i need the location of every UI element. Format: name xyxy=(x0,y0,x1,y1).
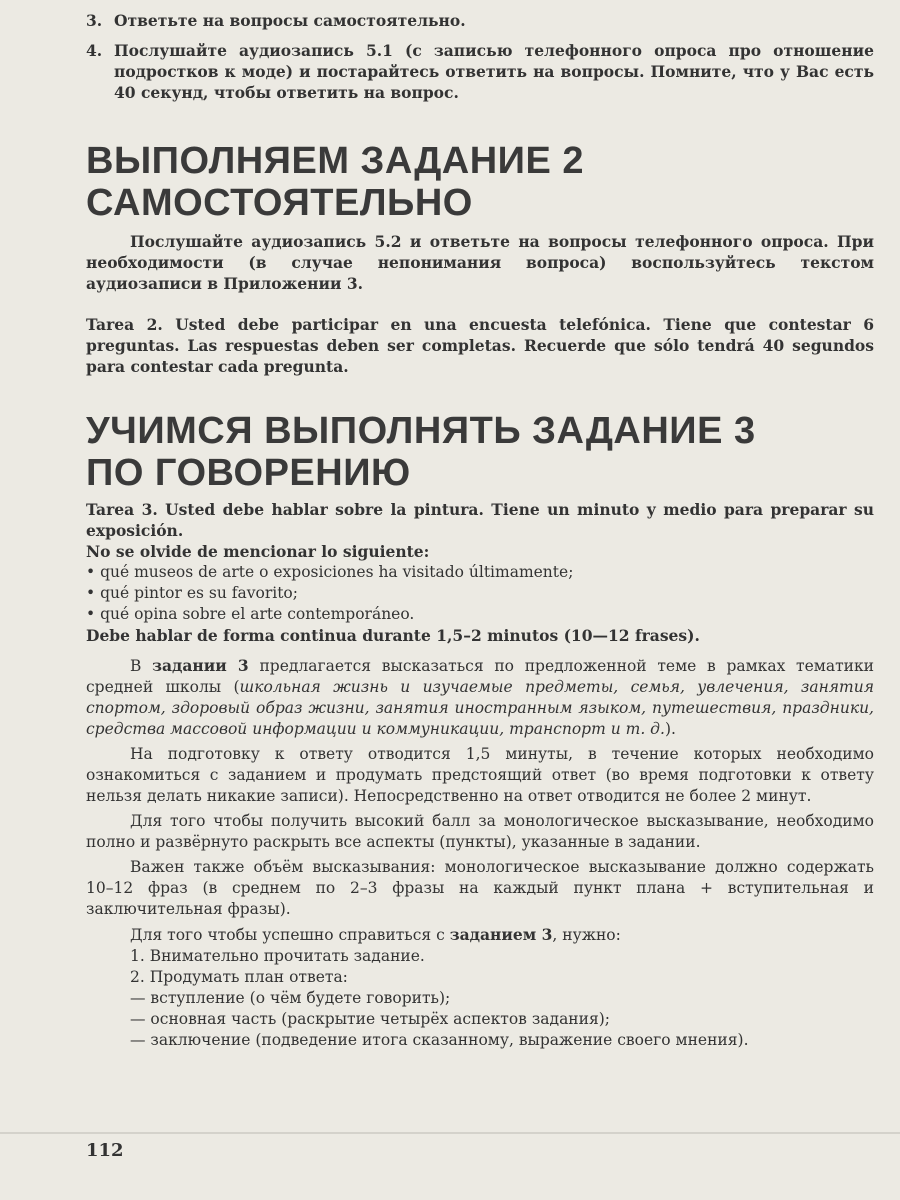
bullet-text: qué pintor es su favorito; xyxy=(100,584,298,602)
paragraph: Важен также объём высказывания: монологическое высказывание должно содержать 10–12 фраз (в среднем по 2–3 фразы на каждый пункт плана + вступительная и заключительная фразы). xyxy=(86,858,874,918)
heading-line: ПО ГОВОРЕНИЮ xyxy=(86,452,411,494)
list-item xyxy=(86,40,874,103)
paragraph xyxy=(86,655,874,740)
bullet-text: qué museos de arte o exposiciones ha visitado últimamente; xyxy=(100,563,574,581)
page-edge-divider xyxy=(0,1132,900,1134)
item-text: Ответьте на вопросы самостоятельно. xyxy=(114,11,466,30)
paragraph: Для того чтобы получить высокий балл за монологическое высказывание, необходимо полно и развёрнуто раскрыть все аспекты (пункты), указанные в задании. xyxy=(86,812,874,851)
list-item: — заключение (подведение итога сказанному, выражение своего мнения). xyxy=(130,1031,749,1049)
task3-mention: No se olvide de mencionar lo siguiente: xyxy=(86,542,430,561)
list-item: • qué opina sobre el arte contemporáneo. xyxy=(86,605,415,623)
paragraph xyxy=(86,924,874,946)
text-italic: школьная жизнь и изучаемые предметы, семья, увлечения, занятия спортом, здоровый образ жизни, занятия иностранным языком, путешествия, праздники, средства массовой информации и коммуникации, транспорт и т. д. xyxy=(86,678,875,738)
text: ). xyxy=(664,720,676,738)
page-number: 112 xyxy=(86,1140,124,1161)
text-bold: задании 3 xyxy=(152,656,249,675)
list-item: • qué pintor es su favorito; xyxy=(86,584,298,602)
heading-line: САМОСТОЯТЕЛЬНО xyxy=(86,182,473,224)
list-item xyxy=(86,10,874,31)
item-number: 3. xyxy=(86,11,103,30)
top-items xyxy=(86,10,874,103)
text: Для того чтобы успешно справиться с xyxy=(130,926,450,944)
task3-closing: Debe hablar de forma continua durante 1,5–2 minutos (10—12 frases). xyxy=(86,626,700,645)
section-heading-task2 xyxy=(86,140,584,224)
item-text: Послушайте аудиозапись 5.1 (с записью телефонного опроса про отношение подростков к моде) и постарайтесь ответить на вопросы. Помните, что у Вас есть 40 секунд, чтобы ответить на вопрос. xyxy=(114,41,874,102)
heading-line: УЧИМСЯ ВЫПОЛНЯТЬ ЗАДАНИЕ 3 xyxy=(86,410,756,452)
task3-block xyxy=(86,499,874,1051)
task3-tarea: Tarea 3. Usted debe hablar sobre la pintura. Tiene un minuto y medio para preparar su exposición. xyxy=(86,500,874,540)
list-item: — вступление (о чём будете говорить); xyxy=(130,989,451,1007)
list-item: 1. Внимательно прочитать задание. xyxy=(130,947,425,965)
bullet-text: qué opina sobre el arte contemporáneo. xyxy=(100,605,415,623)
item-number: 4. xyxy=(86,41,103,60)
text-bold: заданием 3 xyxy=(449,925,553,944)
bullet-list xyxy=(86,562,874,625)
task2-intro: Послушайте аудиозапись 5.2 и ответьте на вопросы телефонного опроса. При необходимости (в случае непонимания вопроса) воспользуйтесь текстом аудиозаписи в Приложении 3. xyxy=(86,232,874,293)
paragraph: На подготовку к ответу отводится 1,5 минуты, в течение которых необходимо ознакомиться с заданием и продумать предстоящий ответ (во время подготовки к ответу нельзя делать никакие записи). Непосредственно на ответ отводится не более 2 минут. xyxy=(86,745,874,805)
list-item: 2. Продумать план ответа: xyxy=(130,968,348,986)
section-heading-task3 xyxy=(86,410,756,494)
task2-tarea: Tarea 2. Usted debe participar en una encuesta telefónica. Tiene que contestar 6 preguntas. Las respuestas deben ser completas. Recuerde que sólo tendrá 40 segundos para contestar cada pregunta. xyxy=(86,315,874,376)
text: В xyxy=(130,657,153,675)
text: предлагается высказаться по предложенной теме в рамках тематики средней школы ( xyxy=(86,657,875,696)
list-item: • qué museos de arte o exposiciones ha visitado últimamente; xyxy=(86,563,574,581)
text: , нужно: xyxy=(552,926,621,944)
steps-list xyxy=(86,946,874,1051)
heading-line: ВЫПОЛНЯЕМ ЗАДАНИЕ 2 xyxy=(86,140,585,182)
list-item: — основная часть (раскрытие четырёх аспектов задания); xyxy=(130,1010,611,1028)
